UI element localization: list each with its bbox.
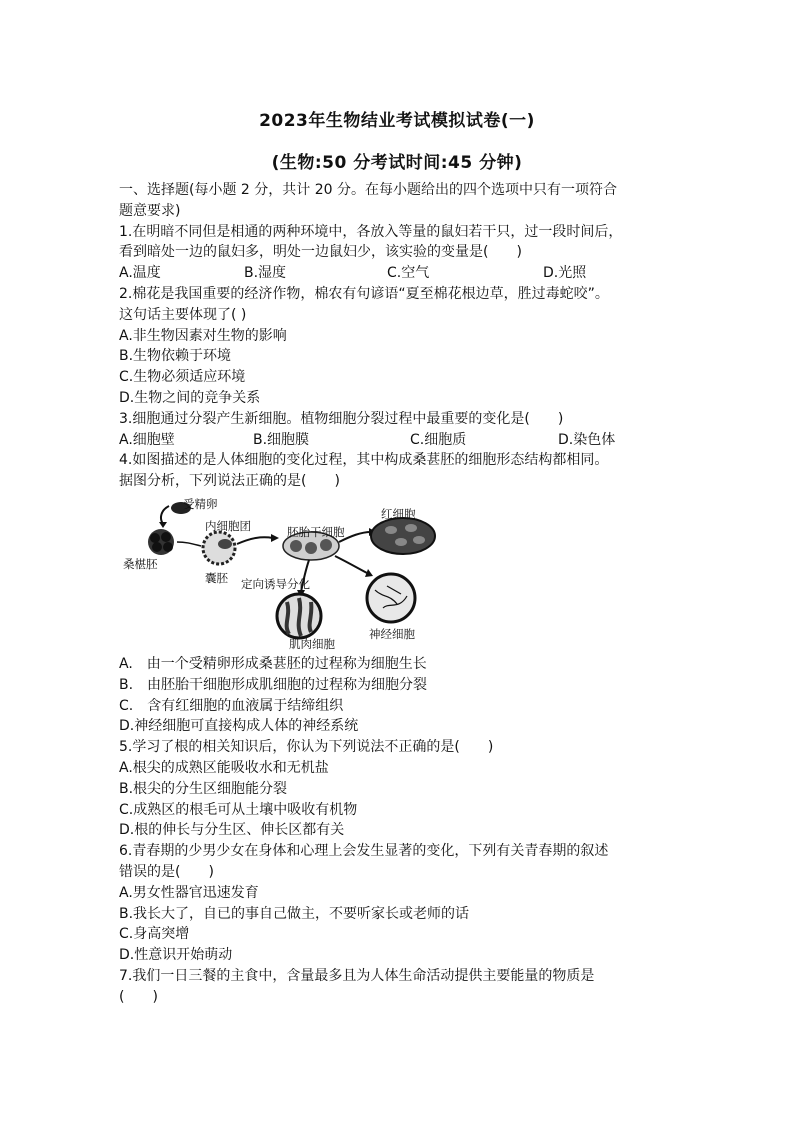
fig-label-inner-cell-mass: 内细胞团 xyxy=(205,518,251,533)
q6-stem-line2: 错误的是( ) xyxy=(119,863,214,880)
q5-stem: 5.学习了根的相关知识后，你认为下列说法不正确的是( ) xyxy=(119,739,494,756)
q1-stem-line1: 1.在明暗不同但是相通的两种环境中，各放入等量的鼠妇若干只，过一段时间后， xyxy=(119,223,623,240)
q6-option-b: B.我长大了，自已的事自己做主，不要听家长或老师的话 xyxy=(119,905,470,922)
q1-option-a: A.温度 xyxy=(119,265,161,282)
q1-options xyxy=(119,263,699,284)
q5-option-b: B.根尖的分生区细胞能分裂 xyxy=(119,780,288,797)
q3-options xyxy=(119,430,699,451)
q3-option-b: B.细胞膜 xyxy=(253,431,310,448)
section-heading-line2: 题意要求) xyxy=(119,202,181,219)
q1-option-b: B.湿度 xyxy=(244,265,287,282)
q2-option-b: B.生物依赖于环境 xyxy=(119,348,232,365)
section-heading-line1: 一、选择题(每小题 2 分，共计 20 分。在每小题给出的四个选项中只有一项符合 xyxy=(119,182,617,198)
q7-stem-line2: ( ) xyxy=(119,988,158,1005)
fig-label-nerve-cell: 神经细胞 xyxy=(369,626,415,641)
fig-label-morula: 桑椹胚 xyxy=(123,556,158,571)
q2-option-d: D.生物之间的竞争关系 xyxy=(119,389,261,406)
fig-label-red-blood-cell: 红细胞 xyxy=(381,506,416,521)
arrow-to-stem-cell xyxy=(237,537,273,544)
q5-option-c: C.成熟区的根毛可从土壤中吸收有机物 xyxy=(119,801,358,818)
q6-stem-line1: 6.青春期的少男少女在身体和心理上会发生显著的变化，下列有关青春期的叙述 xyxy=(119,843,609,860)
q4-option-d: D.神经细胞可直接构成人体的神经系统 xyxy=(119,718,359,735)
q4-stem-line2: 据图分析，下列说法正确的是( ) xyxy=(119,473,340,490)
muscle-cell-shape xyxy=(277,594,321,638)
fig-label-muscle-cell: 肌肉细胞 xyxy=(289,636,335,651)
q4-option-c: C. 含有红细胞的血液属于结缔组织 xyxy=(119,697,344,714)
q6-option-a: A.男女性器官迅速发育 xyxy=(119,884,259,901)
q3-stem: 3.细胞通过分裂产生新细胞。植物细胞分裂过程中最重要的变化是( ) xyxy=(119,410,564,427)
q6-option-d: D.性意识开始萌动 xyxy=(119,947,233,964)
fig-label-fertilized-egg: 受精卵 xyxy=(183,496,218,511)
q6-option-c: C.身高突增 xyxy=(119,926,190,943)
exam-content xyxy=(119,180,699,1008)
q3-option-a: A.细胞壁 xyxy=(119,431,175,448)
cell-differentiation-figure xyxy=(121,496,451,651)
morula-shape xyxy=(148,529,174,555)
exam-title: 2023年生物结业考试模拟试卷(一) xyxy=(259,111,535,131)
fig-label-directed-differentiation: 定向诱导分化 xyxy=(241,576,310,591)
q2-option-c: C.生物必须适应环境 xyxy=(119,369,246,386)
q4-option-a: A. 由一个受精卵形成桑葚胚的过程称为细胞生长 xyxy=(119,655,427,672)
arrow-egg-to-morula xyxy=(161,506,169,524)
q5-option-d: D.根的伸长与分生区、伸长区都有关 xyxy=(119,822,345,839)
exam-subtitle: (生物:50 分考试时间:45 分钟) xyxy=(271,153,523,173)
fig-label-blastocyst: 囊胚 xyxy=(205,570,228,585)
q2-stem-line2: 这句话主要体现了( ) xyxy=(119,306,247,323)
q5-option-a: A.根尖的成熟区能吸收水和无机盐 xyxy=(119,759,329,776)
blastocyst-shape xyxy=(203,532,235,564)
q1-option-d: D.光照 xyxy=(543,265,587,282)
q2-option-a: A.非生物因素对生物的影响 xyxy=(119,327,287,344)
q3-option-c: C.细胞质 xyxy=(410,431,467,448)
q2-stem-line1: 2.棉花是我国重要的经济作物，棉农有句谚语“夏至棉花根边草，胜过毒蛇咬”。 xyxy=(119,285,609,302)
nerve-cell-shape xyxy=(367,574,415,622)
fig-label-embryonic-stem-cell: 胚胎干细胞 xyxy=(287,524,345,539)
q3-option-d: D.染色体 xyxy=(558,431,616,448)
q4-option-b: B. 由胚胎干细胞形成肌细胞的过程称为细胞分裂 xyxy=(119,676,428,693)
q4-stem-line1: 4.如图描述的是人体细胞的变化过程，其中构成桑葚胚的细胞形态结构都相同。 xyxy=(119,452,609,469)
q1-option-c: C.空气 xyxy=(387,265,430,282)
q7-stem-line1: 7.我们一日三餐的主食中，含量最多且为人体生命活动提供主要能量的物质是 xyxy=(119,967,595,984)
q1-stem-line2: 看到暗处一边的鼠妇多，明处一边鼠妇少，该实验的变量是( ) xyxy=(119,244,522,261)
